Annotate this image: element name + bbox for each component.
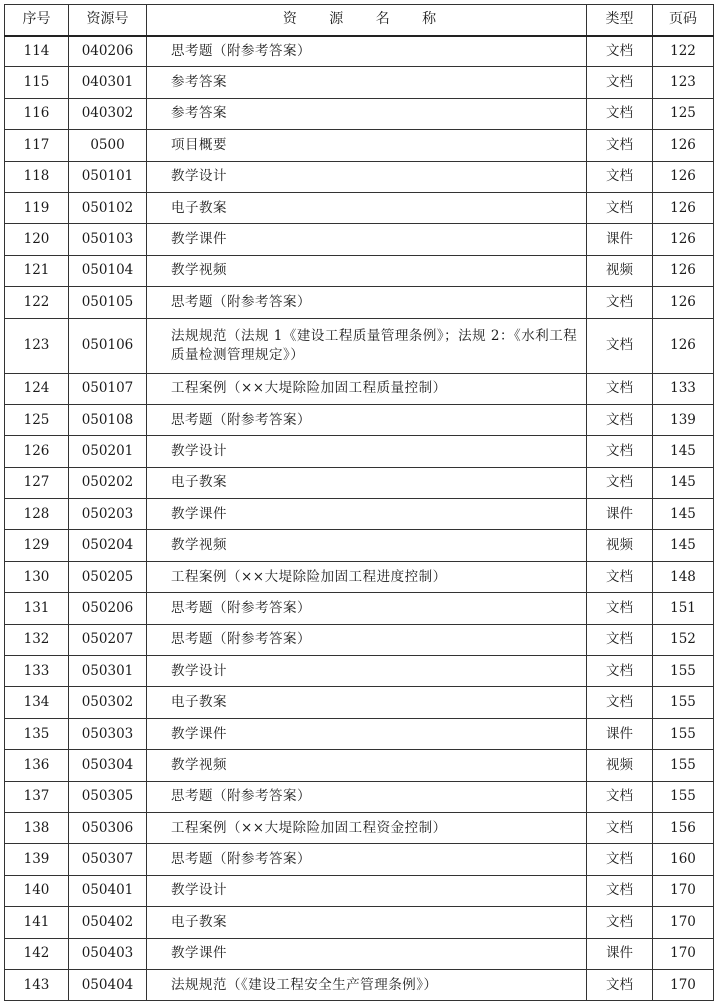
row-name: 法规规范（《建设工程安全生产管理条例》） <box>147 969 587 1000</box>
row-code: 050207 <box>69 624 147 655</box>
row-type: 文档 <box>587 593 653 624</box>
table-row <box>5 593 714 624</box>
row-no: 139 <box>5 844 69 875</box>
row-code: 050101 <box>69 161 147 192</box>
row-no: 140 <box>5 875 69 906</box>
row-no: 129 <box>5 530 69 561</box>
row-code: 040206 <box>69 36 147 67</box>
row-name: 教学课件 <box>147 938 587 969</box>
row-type: 文档 <box>587 907 653 938</box>
row-code: 050301 <box>69 656 147 687</box>
row-page: 160 <box>653 844 714 875</box>
table-row <box>5 812 714 843</box>
row-page: 145 <box>653 530 714 561</box>
table-row <box>5 656 714 687</box>
row-type: 文档 <box>587 373 653 404</box>
row-type: 文档 <box>587 687 653 718</box>
row-page: 151 <box>653 593 714 624</box>
row-code: 050203 <box>69 499 147 530</box>
row-type: 文档 <box>587 161 653 192</box>
row-type: 文档 <box>587 561 653 592</box>
row-name: 教学课件 <box>147 224 587 255</box>
row-name: 思考题（附参考答案） <box>147 287 587 318</box>
row-name: 教学视频 <box>147 255 587 286</box>
table-row <box>5 373 714 404</box>
row-code: 050304 <box>69 750 147 781</box>
row-no: 126 <box>5 436 69 467</box>
header-code: 资源号 <box>69 5 147 36</box>
row-page: 170 <box>653 969 714 1000</box>
row-name: 参考答案 <box>147 67 587 98</box>
row-code: 050206 <box>69 593 147 624</box>
table-row <box>5 98 714 129</box>
row-type: 文档 <box>587 656 653 687</box>
table-row <box>5 624 714 655</box>
row-no: 135 <box>5 718 69 749</box>
row-type: 视频 <box>587 530 653 561</box>
table-row <box>5 161 714 192</box>
row-page: 145 <box>653 436 714 467</box>
row-type: 课件 <box>587 499 653 530</box>
row-code: 050403 <box>69 938 147 969</box>
row-no: 128 <box>5 499 69 530</box>
row-page: 126 <box>653 161 714 192</box>
row-type: 课件 <box>587 938 653 969</box>
row-type: 视频 <box>587 750 653 781</box>
row-no: 117 <box>5 130 69 161</box>
row-type: 文档 <box>587 36 653 67</box>
row-type: 文档 <box>587 192 653 223</box>
row-code: 050104 <box>69 255 147 286</box>
row-page: 170 <box>653 875 714 906</box>
row-page: 126 <box>653 130 714 161</box>
row-code: 050102 <box>69 192 147 223</box>
table-row <box>5 287 714 318</box>
row-page: 156 <box>653 812 714 843</box>
row-name: 教学视频 <box>147 750 587 781</box>
row-name: 教学视频 <box>147 530 587 561</box>
row-page: 170 <box>653 907 714 938</box>
row-name: 工程案例（××大堤除险加固工程质量控制） <box>147 373 587 404</box>
row-no: 115 <box>5 67 69 98</box>
row-page: 126 <box>653 224 714 255</box>
table-row <box>5 687 714 718</box>
row-code: 050404 <box>69 969 147 1000</box>
table-row <box>5 750 714 781</box>
row-name: 电子教案 <box>147 907 587 938</box>
table-row <box>5 907 714 938</box>
row-type: 文档 <box>587 844 653 875</box>
row-name: 电子教案 <box>147 192 587 223</box>
table-row <box>5 781 714 812</box>
row-name: 参考答案 <box>147 98 587 129</box>
row-code: 050202 <box>69 467 147 498</box>
table-row <box>5 844 714 875</box>
row-type: 文档 <box>587 98 653 129</box>
row-code: 050303 <box>69 718 147 749</box>
row-type: 课件 <box>587 718 653 749</box>
row-no: 142 <box>5 938 69 969</box>
row-no: 141 <box>5 907 69 938</box>
row-name: 工程案例（××大堤除险加固工程进度控制） <box>147 561 587 592</box>
row-page: 148 <box>653 561 714 592</box>
row-code: 050106 <box>69 318 147 373</box>
table-row <box>5 436 714 467</box>
row-type: 文档 <box>587 781 653 812</box>
row-page: 155 <box>653 750 714 781</box>
table-row <box>5 318 714 373</box>
row-no: 133 <box>5 656 69 687</box>
table-row <box>5 255 714 286</box>
row-page: 126 <box>653 318 714 373</box>
row-no: 136 <box>5 750 69 781</box>
row-name: 教学设计 <box>147 436 587 467</box>
row-type: 文档 <box>587 875 653 906</box>
row-no: 124 <box>5 373 69 404</box>
row-no: 121 <box>5 255 69 286</box>
table-row <box>5 130 714 161</box>
table-row <box>5 499 714 530</box>
row-code: 050401 <box>69 875 147 906</box>
table-row <box>5 718 714 749</box>
table-body <box>5 36 714 1001</box>
row-name: 教学课件 <box>147 499 587 530</box>
row-name: 教学设计 <box>147 656 587 687</box>
row-no: 116 <box>5 98 69 129</box>
row-code: 050205 <box>69 561 147 592</box>
row-code: 040302 <box>69 98 147 129</box>
row-page: 155 <box>653 687 714 718</box>
row-no: 137 <box>5 781 69 812</box>
header-no: 序号 <box>5 5 69 36</box>
row-code: 050108 <box>69 404 147 435</box>
row-code: 050105 <box>69 287 147 318</box>
table-row <box>5 404 714 435</box>
row-type: 文档 <box>587 130 653 161</box>
row-code: 050306 <box>69 812 147 843</box>
row-no: 132 <box>5 624 69 655</box>
row-code: 050302 <box>69 687 147 718</box>
row-type: 文档 <box>587 436 653 467</box>
row-page: 139 <box>653 404 714 435</box>
row-name: 教学设计 <box>147 875 587 906</box>
row-page: 152 <box>653 624 714 655</box>
row-name: 工程案例（××大堤除险加固工程资金控制） <box>147 812 587 843</box>
row-code: 050305 <box>69 781 147 812</box>
row-type: 文档 <box>587 287 653 318</box>
header-page: 页码 <box>653 5 714 36</box>
row-no: 114 <box>5 36 69 67</box>
row-no: 118 <box>5 161 69 192</box>
row-page: 125 <box>653 98 714 129</box>
header-name: 资 源 名 称 <box>147 5 587 36</box>
table-row <box>5 192 714 223</box>
table-header-row <box>5 5 714 36</box>
row-no: 131 <box>5 593 69 624</box>
row-page: 170 <box>653 938 714 969</box>
table-row <box>5 875 714 906</box>
row-code: 050402 <box>69 907 147 938</box>
table-row <box>5 530 714 561</box>
row-page: 155 <box>653 781 714 812</box>
row-page: 122 <box>653 36 714 67</box>
row-page: 126 <box>653 287 714 318</box>
row-no: 120 <box>5 224 69 255</box>
row-type: 文档 <box>587 812 653 843</box>
table-row <box>5 224 714 255</box>
table-row <box>5 67 714 98</box>
table-row <box>5 938 714 969</box>
row-type: 文档 <box>587 318 653 373</box>
row-no: 123 <box>5 318 69 373</box>
row-name: 电子教案 <box>147 467 587 498</box>
row-name: 法规规范（法规 1《建设工程质量管理条例》；法规 2：《水利工程质量检测管理规定》） <box>147 318 587 373</box>
row-name: 项目概要 <box>147 130 587 161</box>
row-type: 文档 <box>587 404 653 435</box>
row-type: 文档 <box>587 969 653 1000</box>
row-type: 文档 <box>587 67 653 98</box>
row-name: 教学设计 <box>147 161 587 192</box>
row-page: 145 <box>653 467 714 498</box>
row-name: 思考题（附参考答案） <box>147 593 587 624</box>
row-page: 155 <box>653 718 714 749</box>
row-no: 130 <box>5 561 69 592</box>
row-no: 143 <box>5 969 69 1000</box>
row-type: 视频 <box>587 255 653 286</box>
row-code: 050107 <box>69 373 147 404</box>
row-page: 133 <box>653 373 714 404</box>
row-name: 思考题（附参考答案） <box>147 781 587 812</box>
row-name: 思考题（附参考答案） <box>147 36 587 67</box>
row-name: 电子教案 <box>147 687 587 718</box>
row-code: 040301 <box>69 67 147 98</box>
table-row <box>5 467 714 498</box>
row-no: 122 <box>5 287 69 318</box>
row-code: 050204 <box>69 530 147 561</box>
row-page: 155 <box>653 656 714 687</box>
row-name: 教学课件 <box>147 718 587 749</box>
row-code: 050201 <box>69 436 147 467</box>
row-page: 123 <box>653 67 714 98</box>
row-no: 138 <box>5 812 69 843</box>
row-no: 125 <box>5 404 69 435</box>
row-code: 050103 <box>69 224 147 255</box>
header-type: 类型 <box>587 5 653 36</box>
row-page: 126 <box>653 255 714 286</box>
table-row <box>5 969 714 1000</box>
row-type: 文档 <box>587 467 653 498</box>
row-name: 思考题（附参考答案） <box>147 844 587 875</box>
resource-table <box>4 4 714 1001</box>
row-no: 119 <box>5 192 69 223</box>
row-code: 0500 <box>69 130 147 161</box>
table-row <box>5 561 714 592</box>
row-type: 文档 <box>587 624 653 655</box>
row-code: 050307 <box>69 844 147 875</box>
row-type: 课件 <box>587 224 653 255</box>
row-name: 思考题（附参考答案） <box>147 404 587 435</box>
table-row <box>5 36 714 67</box>
row-no: 134 <box>5 687 69 718</box>
row-page: 145 <box>653 499 714 530</box>
row-no: 127 <box>5 467 69 498</box>
row-name: 思考题（附参考答案） <box>147 624 587 655</box>
row-page: 126 <box>653 192 714 223</box>
